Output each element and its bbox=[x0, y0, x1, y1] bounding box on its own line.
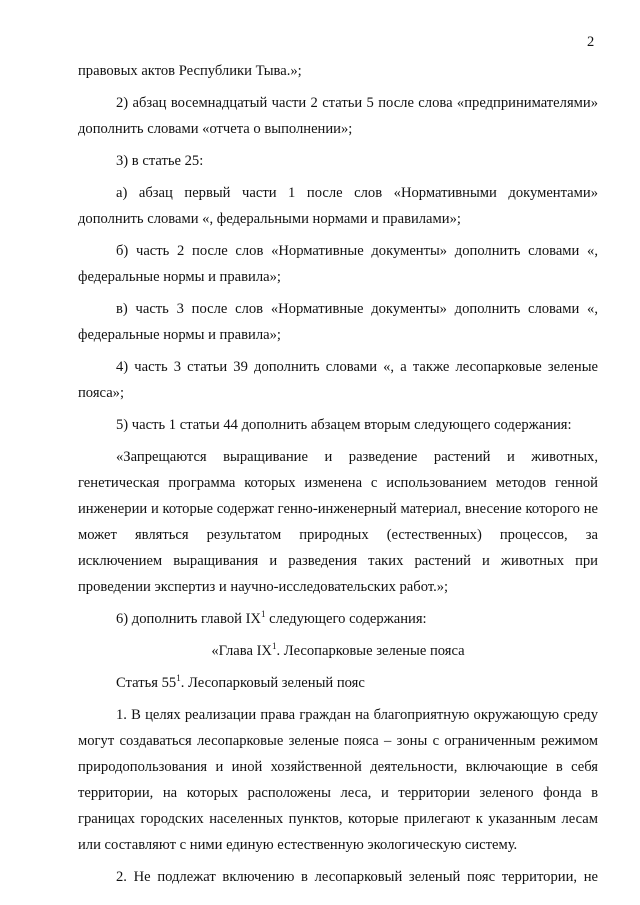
paragraph-continuation: правовых актов Республики Тыва.»; bbox=[78, 63, 302, 79]
article-paragraph-2: 2. Не подлежат включению в лесопарковый зеленый пояс территории, не bbox=[116, 869, 598, 885]
chapter-heading-text: «Глава IX bbox=[211, 643, 272, 659]
superscript: 1 bbox=[271, 641, 277, 651]
article-paragraph-1: 1. В целях реализации права граждан на благоприятную окружающую среду могут создаваться лесопарковые зеленые пояса – зоны с ограниченным режимом природопользования и иной хозяйственной деятельности, включающие в себя территории, на которых расположены леса, и территории зеленого фонда в границах городских населенных пунктов, которые прилегают к указанным лесам или составляют с ними единую естественную экологическую систему. bbox=[78, 707, 598, 853]
paragraph-item-6-text: 6) дополнить главой IX bbox=[116, 611, 261, 627]
article-heading-text: Статья 55 bbox=[116, 675, 177, 691]
article-heading bbox=[78, 670, 598, 696]
superscript: 1 bbox=[260, 609, 266, 619]
page-number: 2 bbox=[587, 34, 595, 50]
paragraph-item-6 bbox=[78, 606, 598, 632]
paragraph-item-4: 4) часть 3 статьи 39 дополнить словами «, а также лесопарковые зеленые пояса»; bbox=[78, 359, 598, 401]
paragraph-item-3c: в) часть 3 после слов «Нормативные документы» дополнить словами «, федеральные нормы и правила»; bbox=[78, 301, 598, 343]
article-heading-tail: . Лесопарковый зеленый пояс bbox=[180, 675, 365, 691]
document-body bbox=[78, 58, 598, 896]
paragraph-item-3b: б) часть 2 после слов «Нормативные документы» дополнить словами «, федеральные нормы и правила»; bbox=[78, 243, 598, 285]
superscript: 1 bbox=[176, 673, 181, 683]
quoted-paragraph: «Запрещаются выращивание и разведение растений и животных, генетическая программа которых изменена с использованием методов генной инженерии и которые содержат генно-инженерный материал, внесение которого не может являться результатом природных (естественных) процессов, за исключением выращивания и разведения таких растений и животных при проведении экспертиз и научно-исследовательских работ.»; bbox=[78, 449, 598, 595]
chapter-heading bbox=[78, 638, 598, 664]
paragraph-item-5: 5) часть 1 статьи 44 дополнить абзацем вторым следующего содержания: bbox=[116, 417, 572, 433]
chapter-heading-tail: . Лесопарковые зеленые пояса bbox=[276, 643, 465, 659]
paragraph-item-2: 2) абзац восемнадцатый части 2 статьи 5 после слова «предпринимателями» дополнить словами «отчета о выполнении»; bbox=[78, 95, 598, 137]
paragraph-item-6-tail: следующего содержания: bbox=[265, 611, 427, 627]
paragraph-item-3a: а) абзац первый части 1 после слов «Нормативными документами» дополнить словами «, федеральными нормами и правилами»; bbox=[78, 185, 598, 227]
paragraph-item-3: 3) в статье 25: bbox=[116, 153, 204, 169]
